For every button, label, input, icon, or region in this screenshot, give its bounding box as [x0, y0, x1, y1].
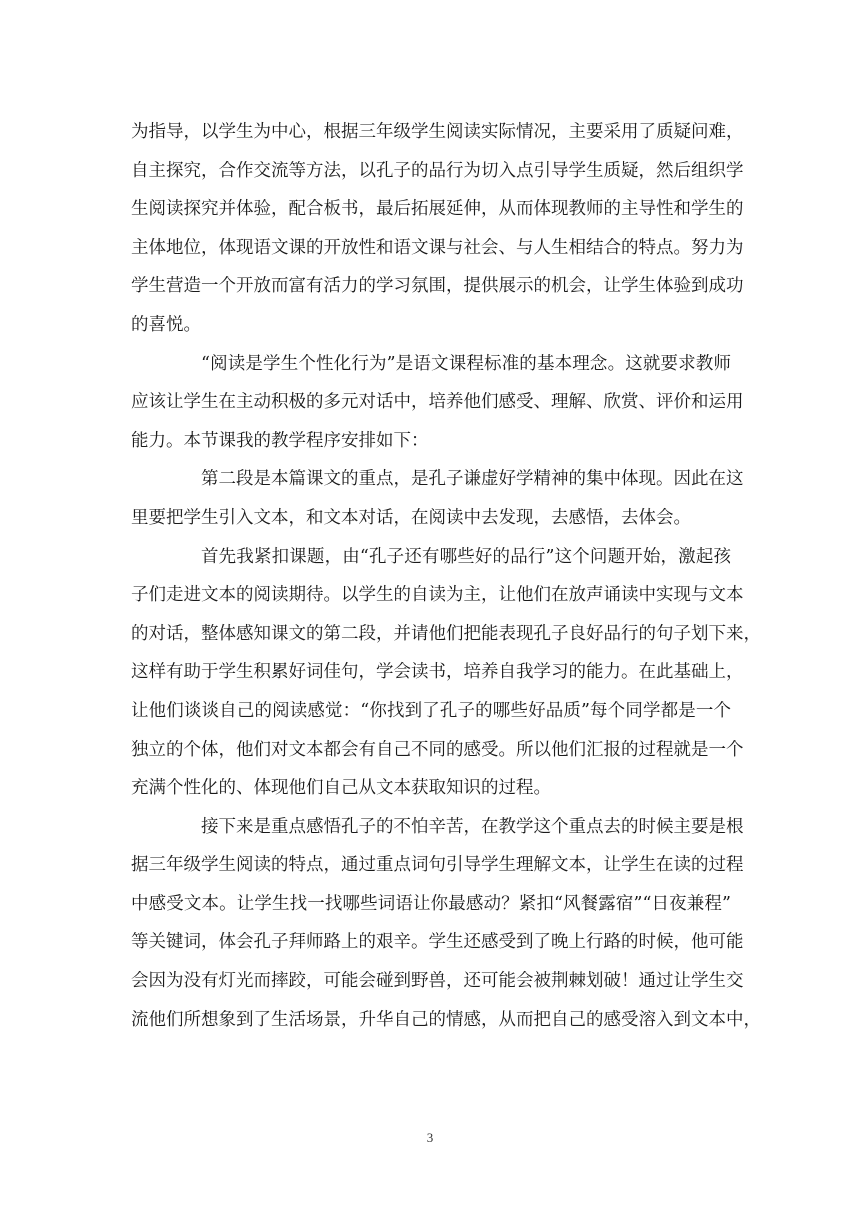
text-line: 应该让学生在主动积极的多元对话中，培养他们感受、理解、欣赏、评价和运用 — [131, 392, 744, 413]
text-line: 能力。本节课我的教学程序安排如下： — [131, 430, 429, 451]
page-number: 3 — [426, 1130, 434, 1145]
text-line: 首先我紧扣课题，由“孔子还有哪些好的品行”这个问题开始，激起孩 — [201, 546, 731, 567]
text-line: 第二段是本篇课文的重点，是孔子谦虚好学精神的集中体现。因此在这 — [201, 469, 744, 490]
text-line: 自主探究，合作交流等方法，以孔子的品行为切入点引导学生质疑，然后组织学 — [131, 160, 744, 181]
text-line: 学生营造一个开放而富有活力的学习氛围，提供展示的机会，让学生体验到成功 — [131, 276, 744, 297]
text-line: 充满个性化的、体现他们自己从文本获取知识的过程。 — [131, 778, 551, 799]
text-line: 会因为没有灯光而摔跤，可能会碰到野兽，还可能会被荆棘划破！通过让学生交 — [131, 971, 744, 992]
text-line: 这样有助于学生积累好词佳句，学会读书，培养自我学习的能力。在此基础上， — [131, 662, 744, 683]
text-line: 为指导，以学生为中心，根据三年级学生阅读实际情况，主要采用了质疑问难， — [131, 122, 744, 142]
text-line: 里要把学生引入文本，和文本对话，在阅读中去发现，去感悟，去体会。 — [131, 507, 691, 528]
text-line: 独立的个体，他们对文本都会有自己不同的感受。所以他们汇报的过程就是一个 — [131, 739, 744, 760]
text-line: 流他们所想象到了生活场景，升华自己的情感，从而把自己的感受溶入到文本中， — [131, 1009, 761, 1030]
text-line: 的喜悦。 — [131, 314, 201, 335]
body-text — [131, 113, 761, 1039]
text-line: “阅读是学生个性化行为”是语文课程标准的基本理念。这就要求教师 — [201, 353, 731, 374]
text-line: 接下来是重点感悟孔子的不怕辛苦，在教学这个重点去的时候主要是根 — [201, 816, 744, 837]
text-line: 生阅读探究并体验，配合板书，最后拓展延伸，从而体现教师的主导性和学生的 — [131, 199, 744, 220]
text-line: 据三年级学生阅读的特点，通过重点词句引导学生理解文本，让学生在读的过程 — [131, 855, 744, 876]
text-line: 等关键词，体会孔子拜师路上的艰辛。学生还感受到了晚上行路的时候，他可能 — [131, 932, 744, 953]
text-line: 的对话，整体感知课文的第二段，并请他们把能表现孔子良好品行的句子划下来， — [131, 623, 761, 644]
text-line: 子们走进文本的阅读期待。以学生的自读为主，让他们在放声诵读中实现与文本 — [131, 585, 744, 606]
text-line: 主体地位，体现语文课的开放性和语文课与社会、与人生相结合的特点。努力为 — [131, 237, 744, 258]
text-line: 中感受文本。让学生找一找哪些词语让你最感动？紧扣“风餐露宿”“日夜兼程” — [131, 893, 731, 914]
text-line: 让他们谈谈自己的阅读感觉：“你找到了孔子的哪些好品质”每个同学都是一个 — [131, 700, 731, 721]
